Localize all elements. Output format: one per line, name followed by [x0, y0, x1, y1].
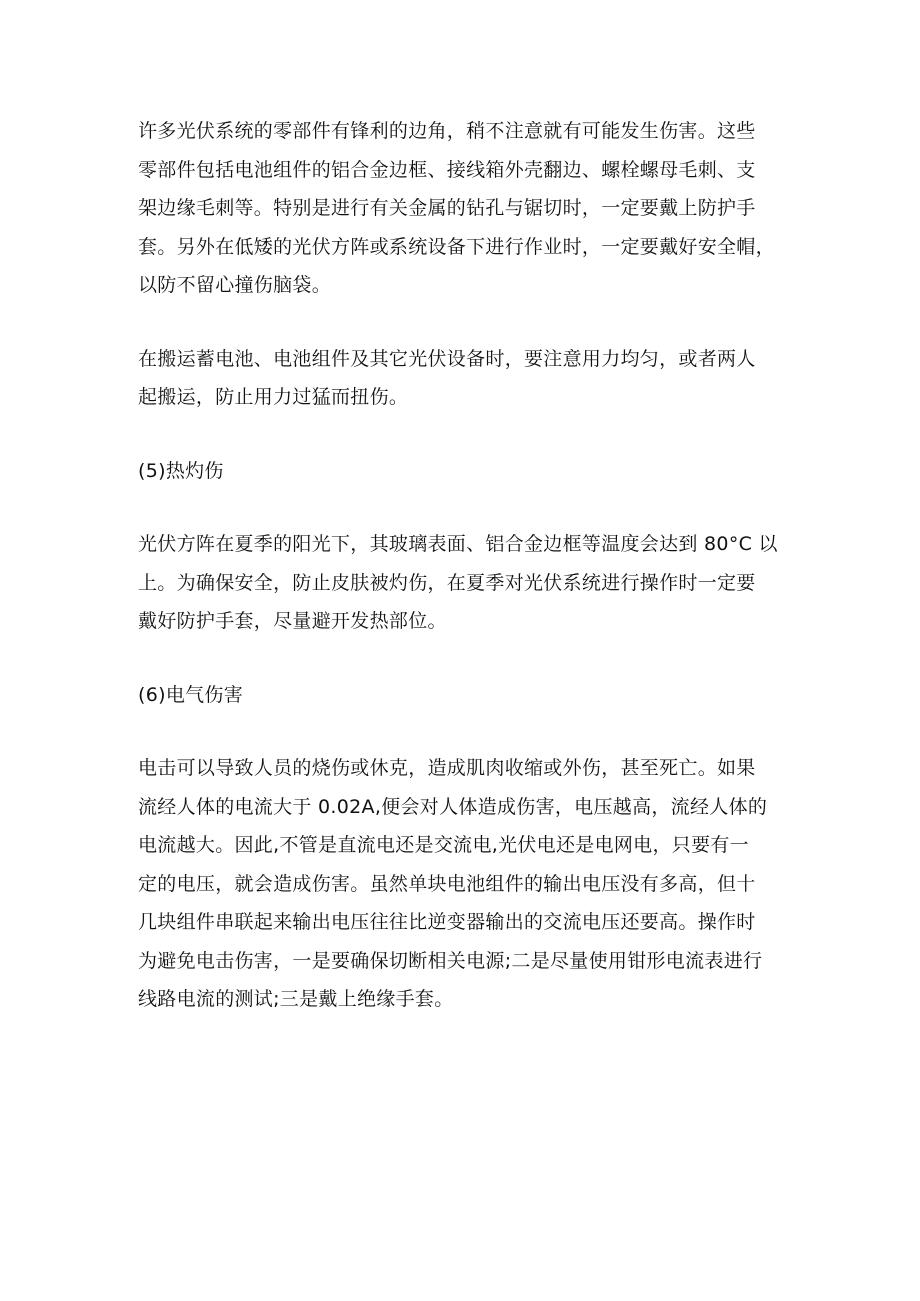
document-body — [138, 112, 798, 1019]
text-line: 零部件包括电池组件的铝合金边框、接线箱外壳翻边、螺栓螺母毛刺、支 — [138, 158, 756, 181]
text-line: 套。另外在低矮的光伏方阵或系统设备下进行作业时，一定要戴好安全帽， — [138, 235, 775, 258]
text-line: 流经人体的电流大于 0.02A,便会对人体造成伤害，电压越高，流经人体的 — [138, 795, 768, 818]
text-line: 架边缘毛刺等。特别是进行有关金属的钻孔与锯切时，一定要戴上防护手 — [138, 197, 756, 219]
text-line: 戴好防护手套，尽量避开发热部位。 — [138, 610, 447, 632]
text-line: 许多光伏系统的零部件有锋利的边角，稍不注意就有可能发生伤害。这些 — [138, 120, 756, 142]
heading-text: (5)热灼伤 — [138, 459, 224, 482]
paragraph-carrying — [138, 340, 798, 417]
text-line: 为避免电击伤害，一是要确保切断相关电源;二是尽量使用钳形电流表进行 — [138, 949, 763, 972]
paragraph-burns — [138, 525, 798, 641]
section-heading-electrical — [138, 676, 798, 715]
paragraph-sharp-edges — [138, 112, 798, 305]
heading-text: (6)电气伤害 — [138, 683, 244, 706]
text-line: 电击可以导致人员的烧伤或休克，造成肌肉收缩或外伤，甚至死亡。如果 — [138, 757, 756, 779]
text-line: 定的电压，就会造成伤害。虽然单块电池组件的输出电压没有多高，但十 — [138, 872, 756, 895]
text-line: 起搬运，防止用力过猛而扭伤。 — [138, 386, 409, 408]
section-heading-burns — [138, 452, 798, 491]
text-line: 以防不留心撞伤脑袋。 — [138, 274, 332, 296]
text-line: 在搬运蓄电池、电池组件及其它光伏设备时，要注意用力均匀，或者两人 — [138, 347, 756, 370]
text-line: 上。为确保安全，防止皮肤被灼伤，在夏季对光伏系统进行操作时一定要 — [138, 571, 756, 594]
text-line: 光伏方阵在夏季的阳光下，其玻璃表面、铝合金边框等温度会达到 80°C 以 — [138, 533, 778, 555]
text-line: 线路电流的测试;三是戴上绝缘手套。 — [138, 988, 454, 1010]
paragraph-electrical — [138, 749, 798, 1019]
text-line: 电流越大。因此,不管是直流电还是交流电,光伏电还是电网电，只要有一 — [138, 834, 749, 856]
text-line: 几块组件串联起来输出电压往往比逆变器输出的交流电压还要高。操作时 — [138, 911, 756, 933]
